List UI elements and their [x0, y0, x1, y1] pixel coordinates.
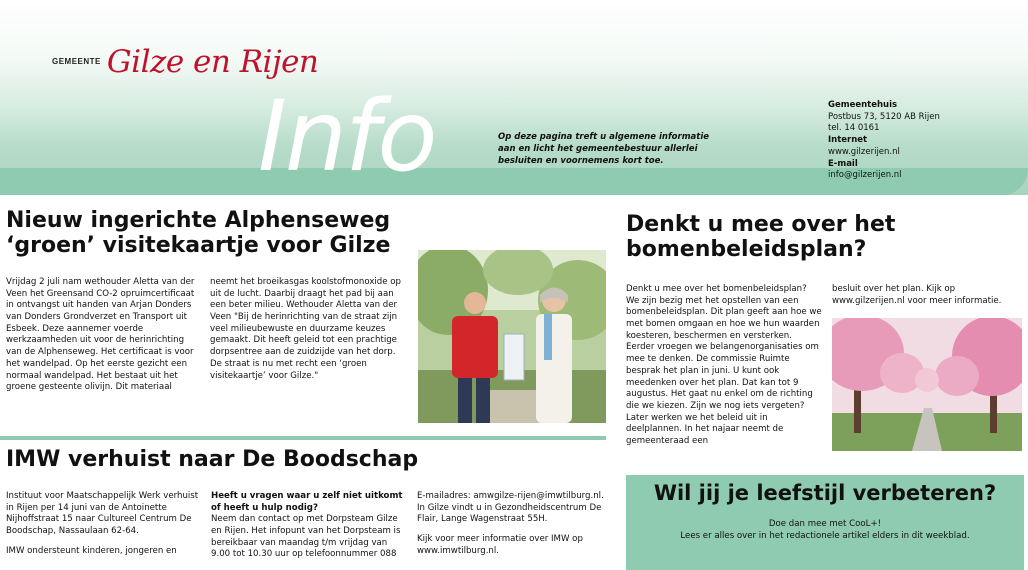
article-alphenseweg-col1-text: Vrijdag 2 juli nam wethouder Aletta van der Veen het Greensand CO-2 opruimcertificaat in ontvangst uit handen van Arjan Donders van Donders Grondverzet en Transport uit Esbeek. Deze aannemer voerde werkzaamheden uit voor de herinrichting van de Alphenseweg. Het certificaat is voor het wandelpad. Op het eerste gezicht een normaal wandelpad. Het bestaat uit het groene gesteente olivijn. Dit materiaal [6, 277, 195, 393]
article-alphenseweg-title: Nieuw ingerichte Alphenseweg ‘groen’ visitekaartje voor Gilze [6, 208, 391, 258]
blossom-trees-photo [832, 318, 1022, 451]
info-wordmark: Info [258, 80, 436, 194]
internet-label: Internet [828, 135, 868, 146]
promo-line1: Doe dan mee met CooL+! [768, 519, 882, 529]
blossom-trees-image [832, 318, 1022, 451]
article-imw-col3-p2: Kijk voor meer informatie over IMW op www.imwtilburg.nl. [417, 534, 583, 556]
article-imw-col1 [6, 491, 202, 565]
email-link[interactable]: info@gilzerijen.nl [828, 170, 902, 181]
article-alphenseweg-col2-text: neemt het broeikasgas koolstofmonoxide op uit de lucht. Daarbij draagt het pad bij aan een beter milieu. Wethouder Aletta van der Veen "Bij de herinrichting van de straat zijn veel milieubewuste en duurzame keuzes gemaakt. Dit heeft geleid tot een prachtige dorpsentree aan de zuidzijde van het dorp. De straat is nu met recht een ‘groen visitekaartje’ voor Gilze." [210, 277, 401, 381]
promo-title: Wil jij je leefstijl verbeteren? [653, 481, 997, 505]
article-alphenseweg-col2 [210, 277, 406, 390]
email-label: E-mail [828, 158, 858, 169]
article-imw-col3 [417, 491, 609, 565]
promo-box[interactable] [626, 475, 1024, 570]
website-link[interactable]: www.gilzerijen.nl [828, 146, 900, 157]
article-imw-col2-question: Heeft u vragen waar u zelf niet uitkomt of heeft u hulp nodig? [211, 491, 403, 513]
header-banner [0, 0, 1028, 195]
article-imw-col1-p2: IMW ondersteunt kinderen, jongeren en [6, 545, 177, 556]
phone-number: tel. 14 0161 [828, 123, 880, 134]
article-imw-col1-p1: Instituut voor Maatschappelijk Werk verhuist in Rijen per 14 juni van de Antoinette Nijhoffstraat 15 naar Cultureel Centrum De Boodschap, Nassaulaan 62-64. [6, 491, 199, 537]
article-bomen-col2 [832, 284, 1022, 315]
municipality-logo[interactable] [52, 44, 318, 80]
article-imw-col2 [211, 491, 407, 561]
section-divider [0, 436, 606, 440]
article-bomen-title: Denkt u mee over het bomenbeleidsplan? [626, 212, 896, 262]
postal-address: Postbus 73, 5120 AB Rijen [828, 111, 940, 122]
header-tagline: Op deze pagina treft u algemene informatie aan en licht het gemeentebestuur allerlei besluiten en voornemens kort toe. [498, 132, 710, 166]
article-alphenseweg-col1 [6, 277, 202, 402]
article-bomen-col1 [626, 284, 822, 456]
article-imw-col3-p1: E-mailadres: amwgilze-rijen@imwtilburg.nl. In Gilze vindt u in Gezondheidscentrum De Flair, Lange Wagenstraat 55H. [417, 491, 604, 525]
article-bomen-col2-text: besluit over het plan. Kijk op www.gilzerijen.nl voor meer informatie. [832, 284, 1002, 306]
logo-small-text: GEMEENTE [52, 57, 101, 66]
article-imw-col2-text: Neem dan contact op met Dorpsteam Gilze en Rijen. Het infopunt van het Dorpsteam is bereikbaar van maandag t/m vrijdag van 9.00 tot 10.30 uur op telefoonnummer 088 [211, 514, 401, 560]
certificate-photo [418, 250, 606, 423]
article-imw-title: IMW verhuist naar De Boodschap [6, 447, 419, 472]
article-bomen-col1-text: Denkt u mee over het bomenbeleidsplan? We zijn bezig met het opstellen van een bomenbeleidsplan. Dit plan geeft aan hoe we met bomen omgaan en hoe we hun waarden koesteren, beschermen en versterken. Eerder vroegen we belangenorganisaties om mee te denken. De commissie Ruimte besprak het plan in juni. U kunt ook meedenken over het plan. Dat kan tot 9 augustus. Het gaat nu enkel om de richting die we kiezen. Zijn we nog iets vergeten? Later werken we het beleid uit in deelplannen. In het najaar neemt de gemeenteraad een [626, 284, 822, 446]
gemeentehuis-label: Gemeentehuis [828, 100, 898, 110]
logo-big-text: Gilze en Rijen [106, 44, 319, 80]
contact-block [828, 100, 940, 182]
certificate-photo-image [418, 250, 606, 423]
promo-line2: Lees er alles over in het redactionele artikel elders in dit weekblad. [680, 531, 970, 541]
